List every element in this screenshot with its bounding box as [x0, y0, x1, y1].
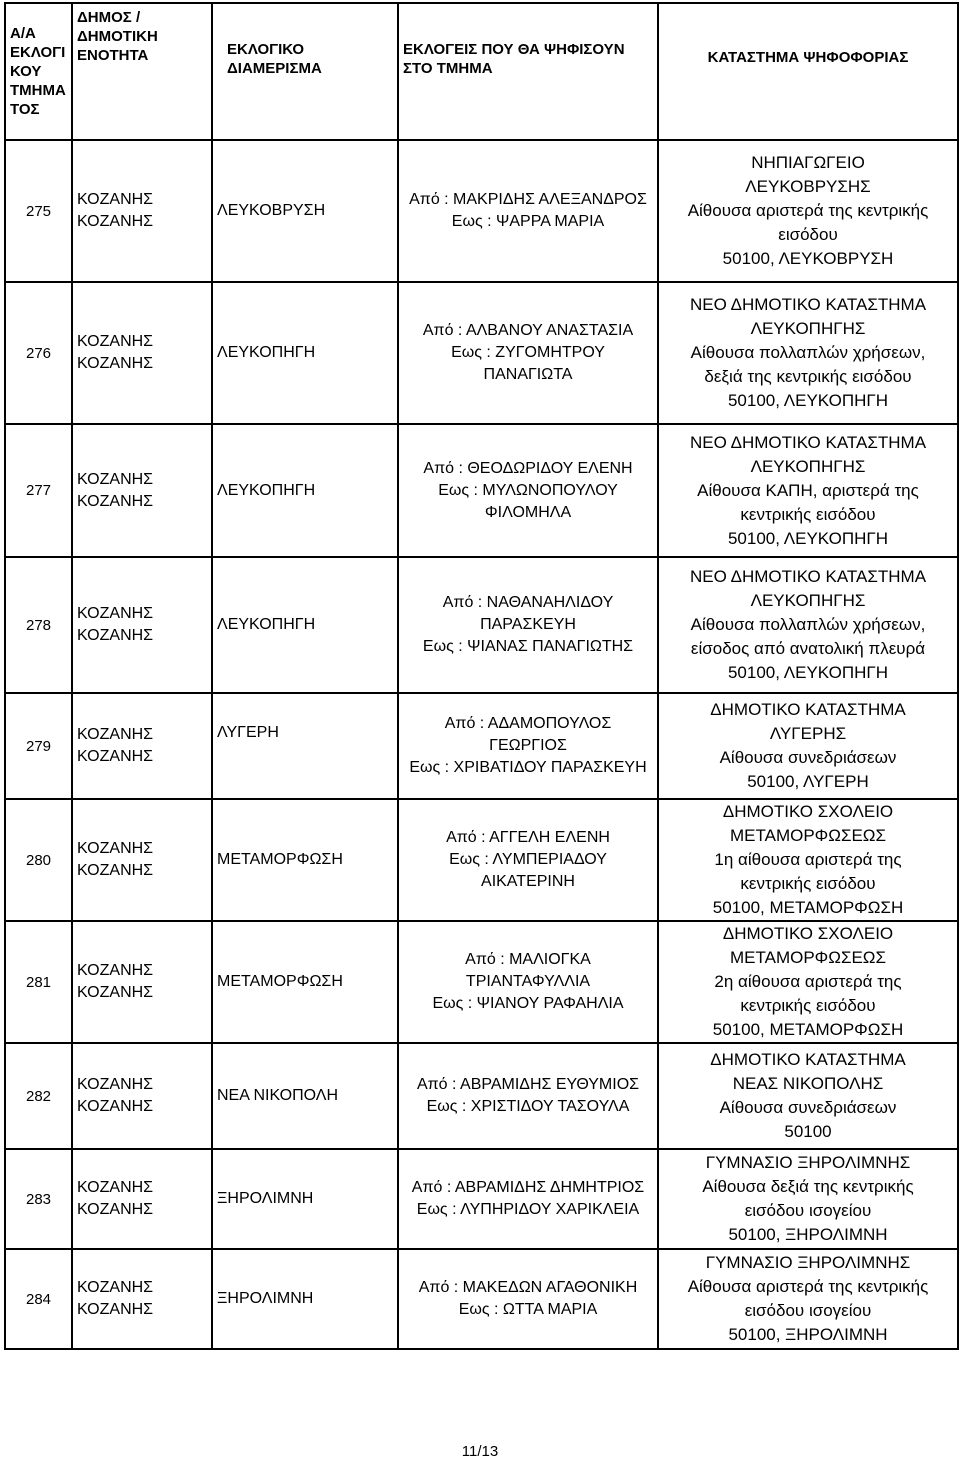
voters-cell: Από : ΑΔΑΜΟΠΟΥΛΟΣ ΓΕΩΡΓΙΟΣ Εως : ΧΡΙΒΑΤΙΔΟΥ ΠΑΡΑΣΚΕΥΗ: [398, 693, 658, 799]
district-cell: ΛΥΓΕΡΗ: [212, 693, 398, 799]
table-row: [5, 1043, 958, 1149]
table-row: [5, 1149, 958, 1249]
polling-station-cell: ΝΕΟ ΔΗΜΟΤΙΚΟ ΚΑΤΑΣΤΗΜΑ ΛΕΥΚΟΠΗΓΗΣ Αίθουσα πολλαπλών χρήσεων, είσοδος από ανατολική πλευρά 50100, ΛΕΥΚΟΠΗΓΗ: [658, 557, 958, 693]
section-number-cell: 278: [5, 557, 72, 693]
section-number-cell: 282: [5, 1043, 72, 1149]
section-number-cell: 283: [5, 1149, 72, 1249]
district-cell: ΜΕΤΑΜΟΡΦΩΣΗ: [212, 799, 398, 921]
section-number-cell: 276: [5, 282, 72, 424]
municipality-cell: ΚΟΖΑΝΗΣ ΚΟΖΑΝΗΣ: [72, 140, 212, 282]
header-district: ΕΚΛΟΓΙΚΟ ΔΙΑΜΕΡΙΣΜΑ: [212, 3, 398, 140]
table-row: [5, 693, 958, 799]
header-section-number: Α/Α ΕΚΛΟΓΙ ΚΟΥ ΤΜΗΜΑ ΤΟΣ: [5, 3, 72, 140]
voters-cell: Από : ΜΑΚΡΙΔΗΣ ΑΛΕΞΑΝΔΡΟΣ Εως : ΨΑΡΡΑ ΜΑΡΙΑ: [398, 140, 658, 282]
voters-cell: Από : ΑΓΓΕΛΗ ΕΛΕΝΗ Εως : ΛΥΜΠΕΡΙΑΔΟΥ ΑΙΚΑΤΕΡΙΝΗ: [398, 799, 658, 921]
polling-station-cell: ΝΗΠΙΑΓΩΓΕΙΟ ΛΕΥΚΟΒΡΥΣΗΣ Αίθουσα αριστερά της κεντρικής εισόδου 50100, ΛΕΥΚΟΒΡΥΣΗ: [658, 140, 958, 282]
district-cell: ΜΕΤΑΜΟΡΦΩΣΗ: [212, 921, 398, 1043]
polling-stations-table: [4, 2, 959, 1350]
table-row: [5, 140, 958, 282]
header-row: [5, 3, 958, 140]
voters-cell: Από : ΑΒΡΑΜΙΔΗΣ ΕΥΘΥΜΙΟΣ Εως : ΧΡΙΣΤΙΔΟΥ ΤΑΣΟΥΛΑ: [398, 1043, 658, 1149]
voters-cell: Από : ΑΛΒΑΝΟΥ ΑΝΑΣΤΑΣΙΑ Εως : ΖΥΓΟΜΗΤΡΟΥ ΠΑΝΑΓΙΩΤΑ: [398, 282, 658, 424]
municipality-cell: ΚΟΖΑΝΗΣ ΚΟΖΑΝΗΣ: [72, 693, 212, 799]
polling-station-cell: ΔΗΜΟΤΙΚΟ ΚΑΤΑΣΤΗΜΑ ΛΥΓΕΡΗΣ Αίθουσα συνεδριάσεων 50100, ΛΥΓΕΡΗ: [658, 693, 958, 799]
section-number-cell: 277: [5, 424, 72, 557]
section-number-cell: 284: [5, 1249, 72, 1349]
polling-station-cell: ΓΥΜΝΑΣΙΟ ΞΗΡΟΛΙΜΝΗΣ Αίθουσα αριστερά της κεντρικής εισόδου ισογείου 50100, ΞΗΡΟΛΙΜΝΗ: [658, 1249, 958, 1349]
district-cell: ΞΗΡΟΛΙΜΝΗ: [212, 1249, 398, 1349]
municipality-cell: ΚΟΖΑΝΗΣ ΚΟΖΑΝΗΣ: [72, 1249, 212, 1349]
table-row: [5, 557, 958, 693]
table-row: [5, 424, 958, 557]
district-cell: ΛΕΥΚΟΠΗΓΗ: [212, 557, 398, 693]
section-number-cell: 281: [5, 921, 72, 1043]
municipality-cell: ΚΟΖΑΝΗΣ ΚΟΖΑΝΗΣ: [72, 1149, 212, 1249]
voters-cell: Από : ΘΕΟΔΩΡΙΔΟΥ ΕΛΕΝΗ Εως : ΜΥΛΩΝΟΠΟΥΛΟΥ ΦΙΛΟΜΗΛΑ: [398, 424, 658, 557]
municipality-cell: ΚΟΖΑΝΗΣ ΚΟΖΑΝΗΣ: [72, 557, 212, 693]
table-row: [5, 921, 958, 1043]
voters-cell: Από : ΑΒΡΑΜΙΔΗΣ ΔΗΜΗΤΡΙΟΣ Εως : ΛΥΠΗΡΙΔΟΥ ΧΑΡΙΚΛΕΙΑ: [398, 1149, 658, 1249]
table-row: [5, 799, 958, 921]
polling-station-cell: ΔΗΜΟΤΙΚΟ ΣΧΟΛΕΙΟ ΜΕΤΑΜΟΡΦΩΣΕΩΣ 1η αίθουσα αριστερά της κεντρικής εισόδου 50100, ΜΕΤΑΜΟΡΦΩΣΗ: [658, 799, 958, 921]
district-cell: ΛΕΥΚΟΠΗΓΗ: [212, 282, 398, 424]
voters-cell: Από : ΝΑΘΑΝΑΗΛΙΔΟΥ ΠΑΡΑΣΚΕΥΗ Εως : ΨΙΑΝΑΣ ΠΑΝΑΓΙΩΤΗΣ: [398, 557, 658, 693]
table-row: [5, 1249, 958, 1349]
district-cell: ΛΕΥΚΟΒΡΥΣΗ: [212, 140, 398, 282]
header-voters: ΕΚΛΟΓΕΙΣ ΠΟΥ ΘΑ ΨΗΦΙΣΟΥΝ ΣΤΟ ΤΜΗΜΑ: [398, 3, 658, 140]
polling-station-cell: ΝΕΟ ΔΗΜΟΤΙΚΟ ΚΑΤΑΣΤΗΜΑ ΛΕΥΚΟΠΗΓΗΣ Αίθουσα ΚΑΠΗ, αριστερά της κεντρικής εισόδου 50100, ΛΕΥΚΟΠΗΓΗ: [658, 424, 958, 557]
district-cell: ΛΕΥΚΟΠΗΓΗ: [212, 424, 398, 557]
page-number: 11/13: [461, 1443, 499, 1460]
municipality-cell: ΚΟΖΑΝΗΣ ΚΟΖΑΝΗΣ: [72, 921, 212, 1043]
municipality-cell: ΚΟΖΑΝΗΣ ΚΟΖΑΝΗΣ: [72, 1043, 212, 1149]
municipality-cell: ΚΟΖΑΝΗΣ ΚΟΖΑΝΗΣ: [72, 282, 212, 424]
polling-station-cell: ΔΗΜΟΤΙΚΟ ΚΑΤΑΣΤΗΜΑ ΝΕΑΣ ΝΙΚΟΠΟΛΗΣ Αίθουσα συνεδριάσεων 50100: [658, 1043, 958, 1149]
district-cell: ΝΕΑ ΝΙΚΟΠΟΛΗ: [212, 1043, 398, 1149]
section-number-cell: 275: [5, 140, 72, 282]
municipality-cell: ΚΟΖΑΝΗΣ ΚΟΖΑΝΗΣ: [72, 424, 212, 557]
section-number-cell: 280: [5, 799, 72, 921]
polling-station-cell: ΔΗΜΟΤΙΚΟ ΣΧΟΛΕΙΟ ΜΕΤΑΜΟΡΦΩΣΕΩΣ 2η αίθουσα αριστερά της κεντρικής εισόδου 50100, ΜΕΤΑΜΟΡΦΩΣΗ: [658, 921, 958, 1043]
table-row: [5, 282, 958, 424]
header-municipality: ΔΗΜΟΣ / ΔΗΜΟΤΙΚΗ ΕΝΟΤΗΤΑ: [72, 3, 212, 140]
voters-cell: Από : ΜΑΚΕΔΩΝ ΑΓΑΘΟΝΙΚΗ Εως : ΩΤΤΑ ΜΑΡΙΑ: [398, 1249, 658, 1349]
district-cell: ΞΗΡΟΛΙΜΝΗ: [212, 1149, 398, 1249]
polling-station-cell: ΓΥΜΝΑΣΙΟ ΞΗΡΟΛΙΜΝΗΣ Αίθουσα δεξιά της κεντρικής εισόδου ισογείου 50100, ΞΗΡΟΛΙΜΝΗ: [658, 1149, 958, 1249]
header-polling-station: ΚΑΤΑΣΤΗΜΑ ΨΗΦΟΦΟΡΙΑΣ: [658, 3, 958, 140]
polling-station-cell: ΝΕΟ ΔΗΜΟΤΙΚΟ ΚΑΤΑΣΤΗΜΑ ΛΕΥΚΟΠΗΓΗΣ Αίθουσα πολλαπλών χρήσεων, δεξιά της κεντρικής εισόδου 50100, ΛΕΥΚΟΠΗΓΗ: [658, 282, 958, 424]
voters-cell: Από : ΜΑΛΙΟΓΚΑ ΤΡΙΑΝΤΑΦΥΛΛΙΑ Εως : ΨΙΑΝΟΥ ΡΑΦΑΗΛΙΑ: [398, 921, 658, 1043]
municipality-cell: ΚΟΖΑΝΗΣ ΚΟΖΑΝΗΣ: [72, 799, 212, 921]
section-number-cell: 279: [5, 693, 72, 799]
